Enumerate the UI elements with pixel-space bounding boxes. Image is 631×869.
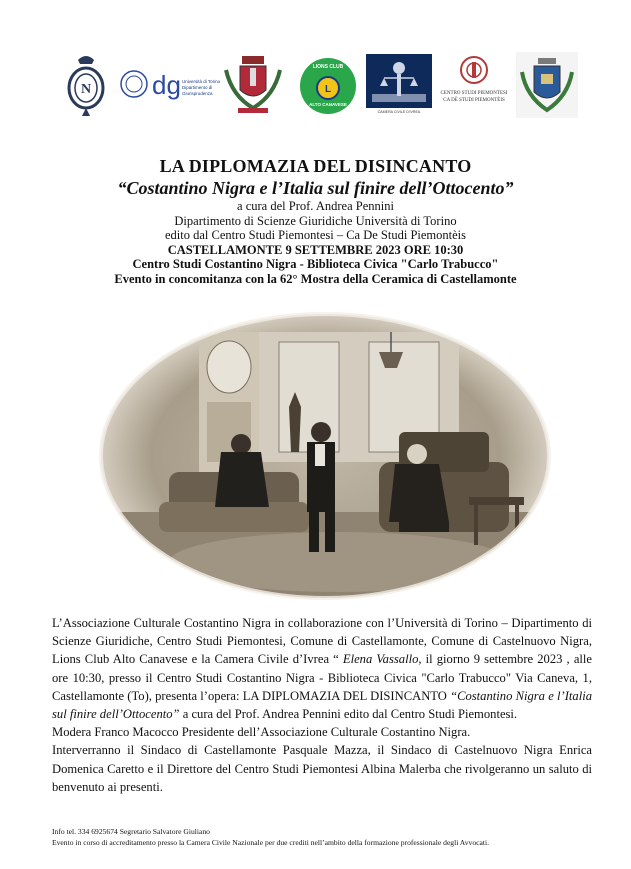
lions-bottom-text: ALTO CANAVESE xyxy=(309,102,347,107)
centro-studi-piemontesi-logo xyxy=(436,50,512,120)
department-line: Dipartimento di Scienze Giuridiche Università di Torino xyxy=(174,213,457,228)
lions-top-text: LIONS CLUB xyxy=(312,64,344,70)
unito-text-2: Dipartimento di Giurisprudenza xyxy=(182,85,213,96)
historical-photo xyxy=(99,312,551,600)
publisher-line: edito dal Centro Studi Piemontesi – Ca De Studi Piemontèis xyxy=(164,228,467,242)
date-line: CASTELLAMONTE 9 SETTEMBRE 2023 ORE 10:30 xyxy=(167,242,464,257)
title-block xyxy=(0,155,631,286)
lions-club-logo xyxy=(298,50,358,120)
footer-accreditation: Evento in corso di accreditamento presso la Camera Civile Nazionale per due crediti nell’ambito della formazione professionale degli Avvocati. xyxy=(52,838,489,847)
footer-info: Info tel. 334 6925674 Segretario Salvatore Giuliano xyxy=(52,827,210,836)
castelnuovo-nigra-crest-logo xyxy=(514,50,580,120)
p1-italic-name: Elena Vassallo xyxy=(338,652,419,667)
unito-text-1: Università di Torino xyxy=(182,79,221,84)
svg-text:N: N xyxy=(80,82,92,97)
camera-civile-logo xyxy=(366,50,432,120)
svg-text:L: L xyxy=(324,84,332,95)
p1-part-a: L’Associazione Culturale Costantino Nigra in collaborazione con l’Università di Torino – Dipartimento di Scienze Giuridiche, Centro Studi Piemontesi, Comune di Castellamonte, Comune di Castelnuovo Nigra, Lions Club Alto Canavese e la Camera Civile d’Ivrea “ xyxy=(52,616,592,667)
castellamonte-crest-logo xyxy=(220,50,286,120)
event-title: LA DIPLOMAZIA DEL DISINCANTO xyxy=(159,156,472,176)
curator-line: a cura del Prof. Andrea Pennini xyxy=(237,199,394,213)
body-paragraph-2: Modera Franco Macocco Presidente dell’Associazione Culturale Costantino Nigra. xyxy=(52,725,471,740)
p1-part-c: a cura del Prof. Andrea Pennini edito dal Centro Studi Piemontesi. xyxy=(179,707,518,722)
logo-row xyxy=(62,50,582,122)
p1-italic-title: “Costantino Nigra e l’Italia sul finire dell’Ottocento” xyxy=(52,688,592,722)
event-note-line: Evento in concomitanza con la 62° Mostra della Ceramica di Castellamonte xyxy=(114,271,517,286)
camera-civile-text: CAMERA CIVILE D'IVREA xyxy=(377,110,421,114)
centro-studi-text-1: CENTRO STUDI PIEMONTESI xyxy=(440,91,508,96)
venue-line: Centro Studi Costantino Nigra - Biblioteca Civica "Carlo Trabucco" xyxy=(132,257,499,271)
body-paragraph-1 xyxy=(52,614,592,723)
associazione-nigra-logo xyxy=(64,50,108,120)
centro-studi-text-2: CA DË STUDI PIEMONTÈIS xyxy=(443,98,505,103)
body-paragraph-3: Interverranno il Sindaco di Castellamonte Pasquale Mazza, il Sindaco di Castelnuovo Nigra Enrica Domenica Caretto e il Direttore del Centro Studi Piemontesi Albina Malerba che rivolgeranno un saluto di benvenuto ai presenti. xyxy=(52,743,592,794)
body-text xyxy=(52,614,592,796)
svg-text:dg: dg xyxy=(152,70,181,100)
universita-torino-logo xyxy=(120,50,220,120)
book-subtitle: “Costantino Nigra e l’Italia sul finire dell’Ottocento” xyxy=(117,178,514,198)
footer xyxy=(52,826,592,848)
p1-part-b: , il giorno 9 settembre 2023 , alle ore 10:30, presso il Centro Studi Costantino Nigra - Biblioteca Civica "Carlo Trabucco" Via Caneva, 1, Castellamonte (To), presenta l’opera: LA DIPLOMAZIA DEL DISINCANTO xyxy=(52,652,592,703)
